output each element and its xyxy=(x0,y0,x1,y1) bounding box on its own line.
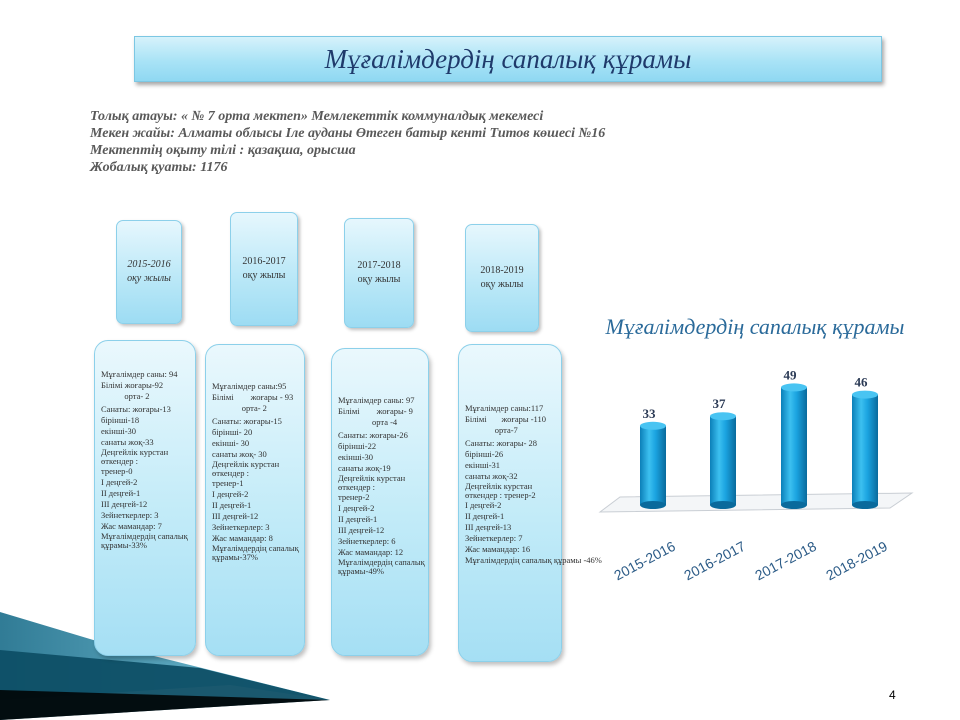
stat-line: Мұғалімдер саны:117 xyxy=(465,403,544,413)
stat-line: Деңгейлік курстан өткендер : xyxy=(338,473,406,492)
chart-tick-label: 2018-2019 xyxy=(823,537,890,584)
stat-line: Зейнеткерлер: 7 xyxy=(465,533,523,543)
stat-line: Деңгейлік курстан өткендер : тренер-2 xyxy=(465,481,536,500)
chart-data-label: 46 xyxy=(854,374,868,390)
stat-line: тренер-0 xyxy=(101,466,133,476)
year-box-2017 xyxy=(344,218,414,328)
stat-line: Білімі жоғары - 93 xyxy=(212,392,294,402)
stat-line: бірінші-18 xyxy=(101,415,140,425)
stat-line: санаты жоқ-32 xyxy=(465,471,518,481)
stat-line: ІІІ деңгей-12 xyxy=(212,511,259,521)
year-sublabel: оқу жылы xyxy=(357,274,401,285)
year-label: 2016-2017 xyxy=(242,256,286,267)
chart-data-label: 49 xyxy=(783,367,797,383)
stat-line: екінші- 30 xyxy=(212,438,250,448)
year-box-2015 xyxy=(116,220,182,324)
stat-line: Деңгейлік курстан өткендер : xyxy=(212,459,280,478)
stats-box-2017 xyxy=(331,348,429,656)
school-info xyxy=(90,108,790,176)
stat-line: Білімі жоғары -110 xyxy=(465,414,546,424)
page-number: 4 xyxy=(889,688,896,702)
stat-line: бірінші-26 xyxy=(465,449,504,459)
stat-line: Білімі жоғары- 9 xyxy=(338,406,413,416)
stat-line: Мұғалімдер саны:95 xyxy=(212,381,287,391)
stat-line: ІІ деңгей-1 xyxy=(101,488,141,498)
stat-line: І деңгей-2 xyxy=(338,503,375,513)
stats-box-2015 xyxy=(94,340,196,656)
stat-line: екінші-31 xyxy=(465,460,501,470)
year-label: 2018-2019 xyxy=(480,265,524,276)
year-label: 2015-2016 xyxy=(127,259,171,270)
stat-line: ІІІ деңгей-12 xyxy=(338,525,385,535)
year-sublabel: оқу жылы xyxy=(242,270,286,281)
stat-line: І деңгей-2 xyxy=(465,500,502,510)
stat-line: Жас мамандар: 8 xyxy=(212,533,273,543)
stat-line: Мұғалімдердің сапалық құрамы-37% xyxy=(212,543,299,562)
stat-line: санаты жоқ-19 xyxy=(338,463,391,473)
year-box-2016 xyxy=(230,212,298,326)
stat-line: Білімі жоғары-92 xyxy=(101,380,164,390)
stat-line: ІІ деңгей-1 xyxy=(212,500,252,510)
stat-line: екінші-30 xyxy=(101,426,137,436)
stat-line: Мұғалімдердің сапалық құрамы-49% xyxy=(338,557,425,576)
page-title: Мұғалімдердің сапалық құрамы xyxy=(324,43,692,74)
info-line-capacity: Жобалық қуаты: 1176 xyxy=(90,160,228,175)
stats-box-2016 xyxy=(205,344,305,656)
stat-line: Мұғалімдердің сапалық құрамы -46% xyxy=(465,555,602,565)
chart-data-label: 33 xyxy=(642,405,656,421)
year-sublabel: оқу жылы xyxy=(127,273,171,284)
stat-line: Жас мамандар: 7 xyxy=(101,521,162,531)
stat-line: орта-7 xyxy=(465,425,518,435)
stat-line: Санаты: жоғары-15 xyxy=(212,416,282,426)
stats-box-2018 xyxy=(458,344,602,662)
info-line-name: Толық атауы: « № 7 орта мектеп» Мемлекеттік коммуналдық мекемесі xyxy=(90,109,544,124)
chart-tick-label: 2016-2017 xyxy=(681,537,748,584)
stat-line: бірінші- 20 xyxy=(212,427,253,437)
stat-line: орта -4 xyxy=(338,417,398,427)
stat-line: бірінші-22 xyxy=(338,441,377,451)
year-label: 2017-2018 xyxy=(357,260,401,271)
chart-data-label: 37 xyxy=(712,396,726,412)
stat-line: санаты жоқ- 30 xyxy=(212,449,267,459)
info-line-language: Мектептің оқыту тілі : қазақша, орысша xyxy=(90,143,356,158)
stat-line: Жас мамандар: 12 xyxy=(338,547,404,557)
stat-line: Зейнеткерлер: 3 xyxy=(101,510,159,520)
stat-line: тренер-2 xyxy=(338,492,370,502)
stat-line: Жас мамандар: 16 xyxy=(465,544,531,554)
stat-line: тренер-1 xyxy=(212,478,244,488)
stat-line: ІІ деңгей-1 xyxy=(338,514,378,524)
stat-line: Мұғалімдер саны: 94 xyxy=(101,369,178,379)
stat-line: Санаты: жоғары-13 xyxy=(101,404,171,414)
stat-line: санаты жоқ-33 xyxy=(101,437,154,447)
year-box-2018 xyxy=(465,224,539,332)
title-banner xyxy=(134,36,882,82)
year-sublabel: оқу жылы xyxy=(480,279,524,290)
chart-title: Мұғалімдердің сапалық құрамы xyxy=(605,314,905,339)
stat-line: Зейнеткерлер: 3 xyxy=(212,522,270,532)
stat-line: ІІІ деңгей-12 xyxy=(101,499,148,509)
stat-line: екінші-30 xyxy=(338,452,374,462)
info-line-address: Мекен жайы: Алматы облысы Іле ауданы Өтеген батыр кенті Титов көшесі №16 xyxy=(90,126,606,141)
stat-line: Зейнеткерлер: 6 xyxy=(338,536,396,546)
stat-line: Санаты: жоғары-26 xyxy=(338,430,408,440)
stat-line: ІІ деңгей-1 xyxy=(465,511,505,521)
stat-line: орта- 2 xyxy=(212,403,267,413)
stat-line: орта- 2 xyxy=(101,391,150,401)
stat-line: І деңгей-2 xyxy=(212,489,249,499)
stat-line: Деңгейлік курстан өткендер : xyxy=(101,447,169,466)
stat-line: Санаты: жоғары- 28 xyxy=(465,438,538,448)
stat-line: Мұғалімдер саны: 97 xyxy=(338,395,415,405)
chart-tick-label: 2015-2016 xyxy=(611,537,678,584)
chart-tick-label: 2017-2018 xyxy=(752,537,819,584)
stat-line: ІІІ деңгей-13 xyxy=(465,522,512,532)
stat-line: Мұғалімдердің сапалық құрамы-33% xyxy=(101,531,188,550)
stat-line: І деңгей-2 xyxy=(101,477,138,487)
